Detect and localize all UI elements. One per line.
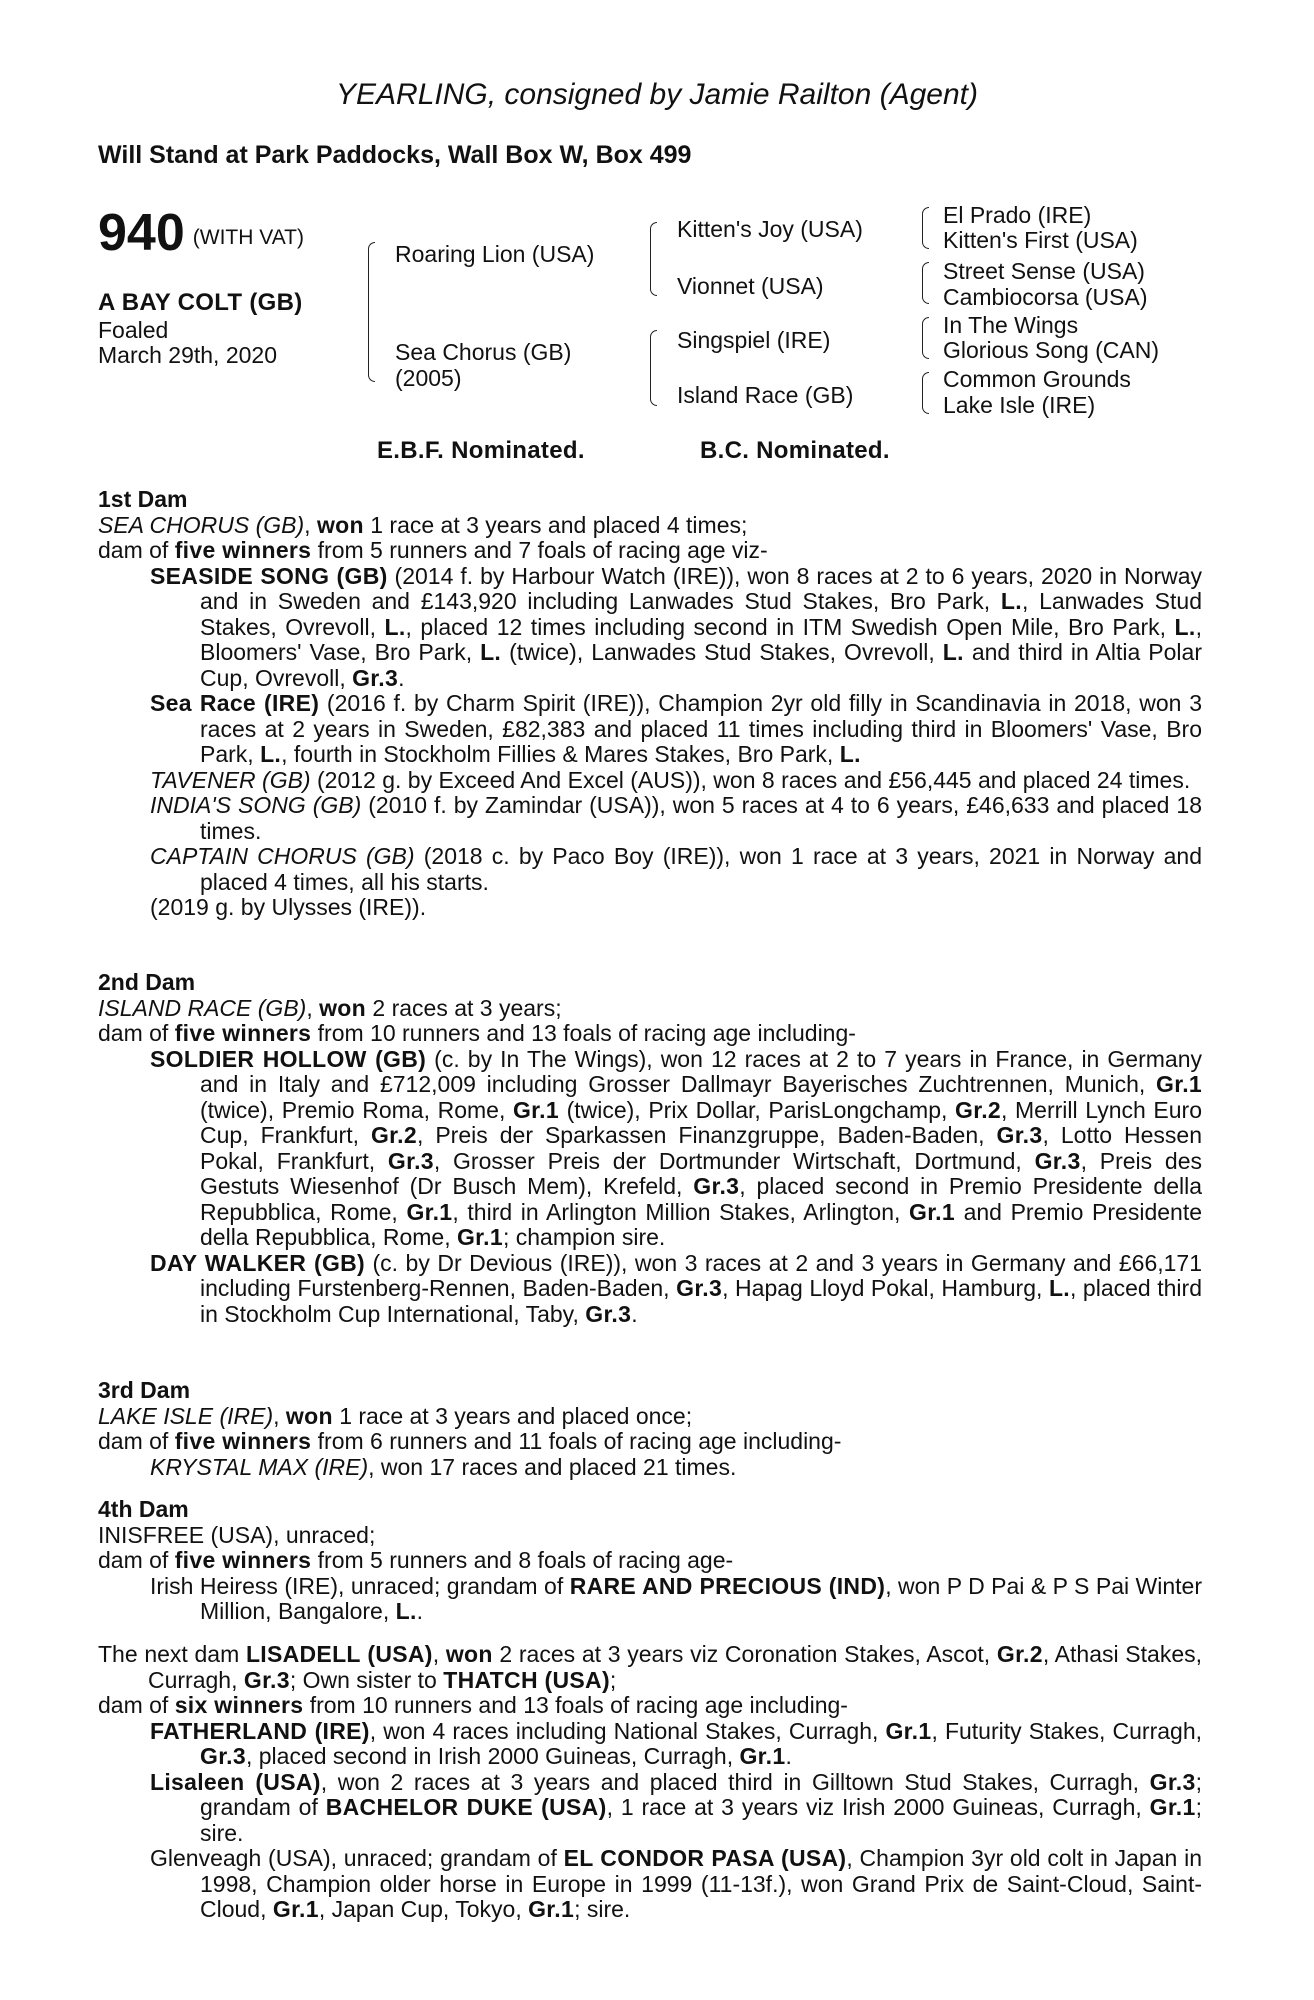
lot-number (98, 204, 304, 264)
bc-nominated: B.C. Nominated. (700, 437, 890, 464)
pedigree-dds: Common Grounds (943, 366, 1131, 392)
foaled-label: Foaled (98, 317, 169, 343)
second-dam-section (98, 970, 1202, 1327)
first-dam-produce: dam of five winners from 5 runners and 7 foals of racing age viz- (98, 537, 768, 563)
fourth-dam-heading: 4th Dam (98, 1496, 189, 1522)
produce-entry: Lisaleen (USA), won 2 races at 3 years and placed third in Gilltown Stud Stakes, Curragh, Gr.3; grandam of BACHELOR DUKE (USA), 1 race at 3 years viz Irish 2000 Guineas, Curragh, Gr.1; sire. (150, 1768, 1202, 1846)
pedigree-sire: Roaring Lion (USA) (395, 241, 595, 267)
pedigree-brace-ss (922, 207, 929, 249)
third-dam-produce: dam of five winners from 6 runners and 11 foals of racing age including- (98, 1428, 842, 1454)
pedigree-brace-dd (922, 372, 929, 414)
produce-entry: DAY WALKER (GB) (c. by Dr Devious (IRE)), won 3 races at 2 and 3 years in Germany and £66,171 including Furstenberg-Rennen, Baden-Baden, Gr.3, Hapag Lloyd Pokal, Hamburg, L., placed third in Stockholm Cup International, Taby, Gr.3. (150, 1249, 1202, 1327)
won-label: won (316, 511, 364, 538)
pedigree-sire-dam: Vionnet (USA) (677, 273, 824, 299)
stand-location: Will Stand at Park Paddocks, Wall Box W, Box 499 (98, 141, 692, 169)
pedigree-brace-main (368, 242, 375, 382)
pedigree-sss: El Prado (IRE) (943, 202, 1092, 228)
fourth-dam-record: INISFREE (USA), unraced; (98, 1521, 376, 1548)
produce-entry: CAPTAIN CHORUS (GB) (2018 c. by Paco Boy (IRE)), won 1 race at 3 years, 2021 in Norway and placed 4 times, all his starts. (150, 843, 1202, 895)
vat-label: (WITH VAT) (192, 226, 304, 249)
lot-description: A BAY COLT (GB) (98, 289, 303, 316)
lot-number-value: 940 (98, 204, 185, 262)
pedigree-sire-sire: Kitten's Joy (USA) (677, 216, 863, 242)
pedigree-dsd: Glorious Song (CAN) (943, 337, 1160, 363)
second-dam-record: ISLAND RACE (GB), won 2 races at 3 years; (98, 994, 562, 1021)
ebf-nominated: E.B.F. Nominated. (377, 437, 585, 464)
pedigree-brace-sire (650, 222, 657, 296)
pedigree-dss: In The Wings (943, 312, 1079, 338)
produce-entry: Glenveagh (USA), unraced; grandam of EL CONDOR PASA (USA), Champion 3yr old colt in Japan in 1998, Champion older horse in Europe in 1999 (11-13f.), won Grand Prix de Saint-Cloud, Saint-Cloud, Gr.1, Japan Cup, Tokyo, Gr.1; sire. (150, 1845, 1202, 1922)
produce-entry: INDIA'S SONG (GB) (2010 f. by Zamindar (USA)), won 5 races at 4 to 6 years, £46,633 and placed 18 times. (150, 792, 1202, 844)
pedigree-sds: Street Sense (USA) (943, 258, 1145, 284)
pedigree-brace-sd (922, 262, 929, 304)
pedigree-sdd: Cambiocorsa (USA) (943, 284, 1148, 310)
page-title: YEARLING, consigned by Jamie Railton (Agent) (336, 78, 978, 111)
pedigree-dam-sire: Singspiel (IRE) (677, 327, 831, 353)
produce-entry: TAVENER (GB) (2012 g. by Exceed And Excel (AUS)), won 8 races and £56,445 and placed 24 times. (150, 766, 1191, 793)
next-dam-section (98, 1642, 1202, 1923)
next-dam-produce: dam of six winners from 10 runners and 13 foals of racing age including- (98, 1692, 848, 1718)
first-dam-section (98, 487, 1202, 921)
third-dam-heading: 3rd Dam (98, 1377, 191, 1403)
produce-entry: (2019 g. by Ulysses (IRE)). (150, 894, 427, 920)
third-dam-section (98, 1378, 1202, 1480)
fourth-dam-produce: dam of five winners from 5 runners and 8 foals of racing age- (98, 1547, 734, 1573)
fourth-dam-section (98, 1497, 1202, 1625)
produce-entry: Sea Race (IRE) (2016 f. by Charm Spirit (IRE)), Champion 2yr old filly in Scandinavia in 2018, won 3 races at 2 years in Sweden, £82,383 and placed 11 times including third in Bloomers' Vase, Bro Park, L., fourth in Stockholm Fillies & Mares Stakes, Bro Park, L. (150, 690, 1202, 767)
third-dam-record: LAKE ISLE (IRE), won 1 race at 3 years and placed once; (98, 1402, 693, 1429)
pedigree-ssd: Kitten's First (USA) (943, 227, 1138, 253)
first-dam-heading: 1st Dam (98, 486, 188, 512)
produce-entry: FATHERLAND (IRE), won 4 races including National Stakes, Curragh, Gr.1, Futurity Stakes, Curragh, Gr.3, placed second in Irish 2000 Guineas, Curragh, Gr.1. (150, 1717, 1202, 1769)
first-dam-name: SEA CHORUS (GB) (98, 511, 305, 538)
second-dam-heading: 2nd Dam (98, 969, 196, 995)
next-dam-record: The next dam LISADELL (USA), won 2 races at 3 years viz Coronation Stakes, Ascot, Gr.2, Athasi Stakes, Curragh, Gr.3; Own sister to THATCH (USA); (98, 1641, 1202, 1693)
winners-count: five winners (174, 537, 312, 563)
foaled-date: March 29th, 2020 (98, 342, 278, 368)
produce-entry: Irish Heiress (IRE), unraced; grandam of RARE AND PRECIOUS (IND), won P D Pai & P S Pai Winter Million, Bangalore, L.. (150, 1572, 1203, 1624)
pedigree-brace-dam (650, 330, 657, 406)
produce-entry: SOLDIER HOLLOW (GB) (c. by In The Wings), won 12 races at 2 to 7 years in France, in Germany and in Italy and £712,009 including Grosser Dallmayr Bayerisches Zuchtrennen, Munich, Gr.1 (twice), Premio Roma, Rome, Gr.1 (twice), Prix Dollar, ParisLongchamp, Gr.2, Merrill Lynch Euro Cup, Frankfurt, Gr.2, Preis der Sparkassen Finanzgruppe, Baden-Baden, Gr.3, Lotto Hessen Pokal, Frankfurt, Gr.3, Grosser Preis der Dortmunder Wirtschaft, Dortmund, Gr.3, Preis des Gestuts Wiesenhof (Dr Busch Mem), Krefeld, Gr.3, placed second in Premio Presidente della Repubblica, Rome, Gr.1, third in Arlington Million Stakes, Arlington, Gr.1 and Premio Presidente della Repubblica, Rome, Gr.1; champion sire. (150, 1045, 1203, 1250)
pedigree-dam-dam: Island Race (GB) (677, 382, 854, 408)
pedigree-dam-year: (2005) (395, 365, 462, 391)
pedigree-brace-ds (922, 317, 929, 359)
pedigree-dam: Sea Chorus (GB) (395, 339, 572, 365)
record-text: 1 race at 3 years and placed 4 times; (370, 511, 748, 538)
second-dam-produce: dam of five winners from 10 runners and 13 foals of racing age including- (98, 1020, 856, 1046)
produce-entry: SEASIDE SONG (GB) (2014 f. by Harbour Watch (IRE)), won 8 races at 2 to 6 years, 2020 in Norway and in Sweden and £143,920 including Lanwades Stud Stakes, Bro Park, L., Lanwades Stud Stakes, Ovrevoll, L., placed 12 times including second in ITM Swedish Open Mile, Bro Park, L., Bloomers' Vase, Bro Park, L. (twice), Lanwades Stud Stakes, Ovrevoll, L. and third in Altia Polar Cup, Ovrevoll, Gr.3. (150, 562, 1202, 691)
produce-entry: KRYSTAL MAX (IRE), won 17 races and placed 21 times. (150, 1453, 737, 1480)
first-dam-record: SEA CHORUS (GB), won 1 race at 3 years and placed 4 times; (98, 511, 748, 538)
pedigree-ddd: Lake Isle (IRE) (943, 392, 1096, 418)
